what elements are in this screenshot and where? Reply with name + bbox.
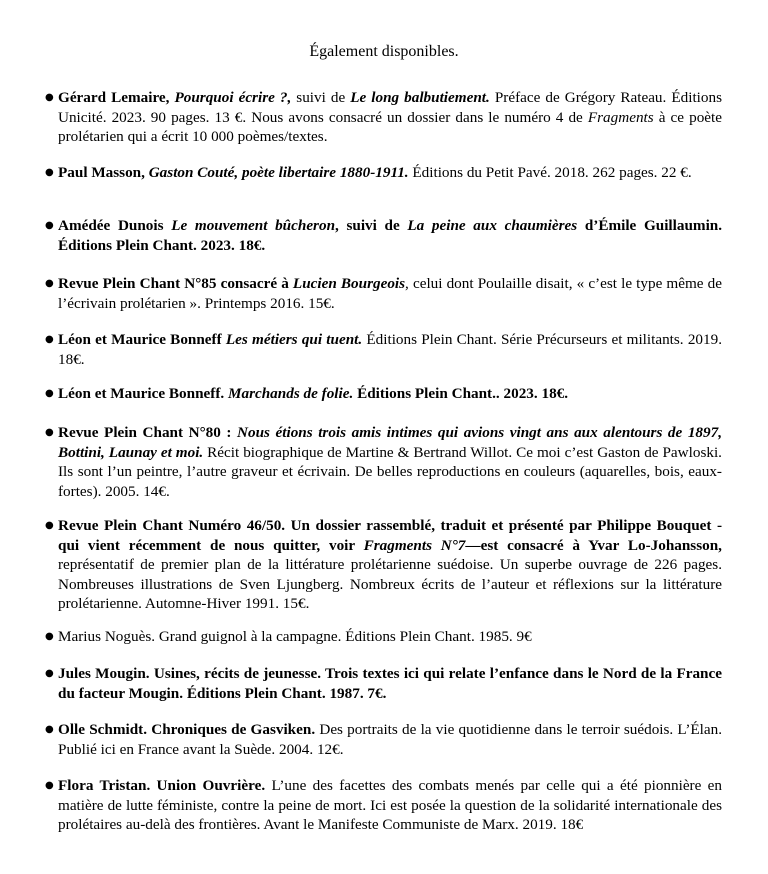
entry-segment: Fragments N°7 — [363, 536, 466, 554]
entry-segment: Le long balbutiement. — [350, 89, 490, 106]
entry-segment: d’Émile Guillaumin. Éditions Plein Chant. 2023. 18€. — [58, 217, 723, 254]
entry-segment: Préface de Grégory Rateau. Éditions Unicité. 2023. 90 pages. 13 €. Nous avons consacré un dossier dans le numéro 4 de — [58, 89, 722, 126]
entry-segment: Le mouvement bûcheron — [171, 217, 336, 234]
bullet-icon: ● — [45, 334, 54, 345]
bullet-icon: ● — [45, 520, 54, 531]
entry-text — [58, 776, 722, 835]
list-item — [45, 274, 722, 313]
entry-segment: Éditions du Petit Pavé. 2018. 262 pages. 22 €. — [408, 164, 692, 181]
entry-text — [58, 384, 722, 404]
entry-segment: , celui dont Poulaille disait, « c’est le type même de l’écrivain prolétarien ». Printemps 2016. 15€. — [58, 275, 722, 312]
entry-text — [58, 274, 722, 313]
entry-segment: La peine aux chaumières — [407, 217, 578, 234]
entry-segment: Lucien Bourgeois — [292, 275, 406, 292]
bullet-icon: ● — [45, 668, 54, 679]
entry-segment: —est consacré à Yvar Lo-Johansson, — [465, 536, 722, 554]
entry-segment: Des portraits de la vie quotidienne dans le terroir suédois. L’Élan. Publié ici en France avant la Suède. 2004. 12€. — [58, 721, 722, 758]
list-item — [45, 627, 722, 647]
list-item — [45, 720, 722, 759]
entry-segment: Revue Plein Chant Numéro 46/50. Un dossier rassemblé, traduit et présenté par Philippe Bouquet - qui vient récemment de nous quitter, voir — [58, 517, 722, 554]
page-heading: Également disponibles. — [309, 43, 459, 60]
bullet-icon: ● — [45, 92, 54, 103]
entry-segment: suivi de — [291, 89, 351, 106]
bullet-icon: ● — [45, 631, 54, 642]
entry-segment: L’une des facettes des combats menés par celle qui a été pionnière en matière de lutte féministe, contre la peine de mort. Ici est posée la question de la solidarité internationale des prolétaires au-delà des frontières. Avant le Manifeste Communiste de Marx. 2019. 18€ — [58, 777, 723, 834]
entry-text — [58, 216, 722, 255]
list-item — [45, 516, 722, 614]
entry-segment: à ce poète prolétarien qui a écrit 10 000 poèmes/textes. — [58, 108, 722, 146]
list-item — [45, 216, 722, 255]
entry-segment: représentatif de premier plan de la littérature prolétarienne suédoise. Un superbe ouvrage de 226 pages. Nombreuses illustrations de Sven Ljungberg. Nombreux écrits de l’auteur et réflexions sur la littérature prolétarienne. Automne-Hiver 1991. 15€. — [58, 556, 722, 613]
bullet-icon: ● — [45, 220, 54, 231]
entry-text — [58, 163, 722, 183]
entry-segment: Marius Noguès. Grand guignol à la campagne. Éditions Plein Chant. 1985. 9€ — [58, 628, 532, 645]
entry-segment: Gérard Lemaire, — [58, 89, 175, 106]
entry-segment: Olle Schmidt. Chroniques de Gasviken. — [58, 721, 316, 738]
bullet-icon: ● — [45, 167, 54, 178]
entry-text — [58, 423, 722, 501]
list-item — [45, 664, 722, 703]
entry-segment: Léon et Maurice Bonneff — [58, 331, 226, 348]
entry-text — [58, 330, 722, 369]
entry-segment: Jules Mougin. Usines, récits de jeunesse. Trois textes ici qui relate l’enfance dans le Nord de la France du facteur Mougin. Éditions Plein Chant. 1987. 7€. — [58, 665, 722, 702]
entry-segment: Léon et Maurice Bonneff. — [58, 385, 228, 402]
entry-text — [58, 720, 722, 759]
entry-segment: Paul Masson, — [58, 164, 149, 181]
entry-text — [58, 88, 722, 147]
list-item — [45, 163, 722, 183]
entry-segment: Les métiers qui tuent. — [225, 331, 363, 348]
entry-segment: Amédée Dunois — [58, 217, 172, 234]
entry-segment: Éditions Plein Chant.. 2023. 18€. — [353, 385, 569, 402]
list-item — [45, 88, 722, 147]
list-item — [45, 330, 722, 369]
list-item — [45, 776, 722, 835]
list-item — [45, 423, 722, 501]
entry-segment: Gaston Couté, poète libertaire 1880-1911. — [148, 164, 409, 181]
list-item — [45, 384, 722, 404]
entry-segment: Fragments — [587, 108, 654, 126]
bullet-icon: ● — [45, 427, 54, 438]
entry-segment: Nous étions trois amis intimes qui avions vingt ans aux alentours de 1897, Bottini, Launay et moi. — [58, 424, 722, 461]
entry-text — [58, 664, 722, 703]
bullet-icon: ● — [45, 388, 54, 399]
bullet-icon: ● — [45, 278, 54, 289]
entry-segment: Revue Plein Chant N°80 : — [58, 424, 238, 441]
entry-text — [58, 516, 722, 614]
entry-segment: Récit biographique de Martine & Bertrand Willot. Ce moi c’est Gaston de Pawloski. Ils sont l’un peintre, l’autre graveur et écrivain. De belles reproductions en couleurs (aquarelles, bois, eaux-fortes). 2005. 14€. — [58, 443, 722, 500]
entry-segment: Flora Tristan. Union Ouvrière. — [58, 777, 266, 794]
bullet-icon: ● — [45, 724, 54, 735]
entry-text — [58, 627, 722, 647]
entry-segment: Éditions Plein Chant. Série Précurseurs et militants. 2019. 18€. — [58, 331, 722, 368]
entry-segment: Pourquoi écrire ?, — [174, 89, 292, 106]
entry-segment: Revue Plein Chant N°85 consacré à — [58, 275, 293, 292]
entry-segment: Marchands de folie. — [227, 385, 354, 402]
entry-segment: , suivi de — [335, 217, 408, 234]
bullet-icon: ● — [45, 780, 54, 791]
